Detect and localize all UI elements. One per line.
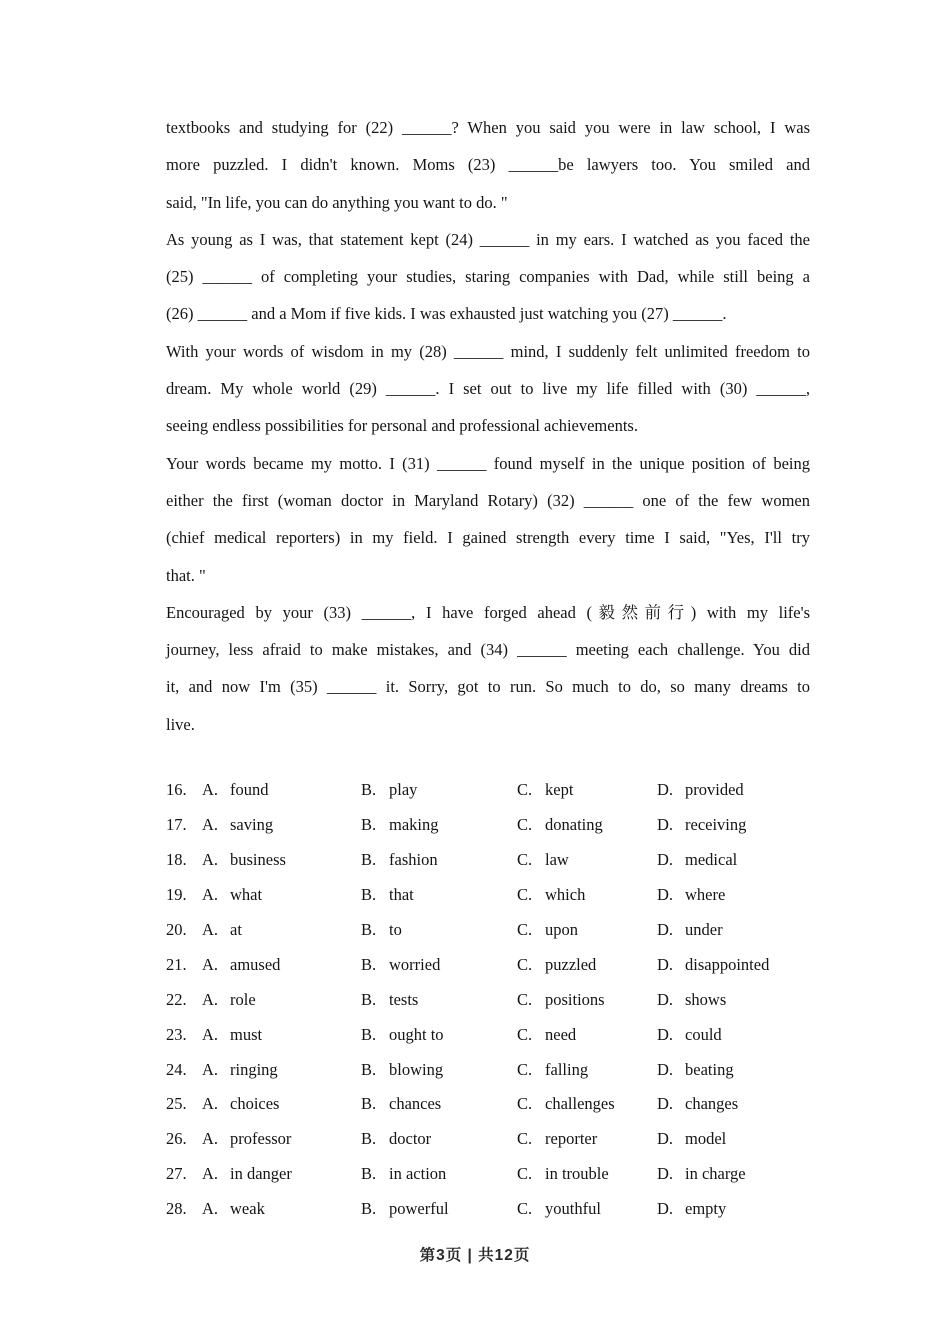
option-text: disappointed — [685, 954, 770, 974]
option-d — [657, 1094, 826, 1114]
option-a — [202, 885, 361, 905]
question-number: 23. — [166, 1024, 187, 1044]
option-text: under — [685, 920, 723, 939]
option-c — [517, 990, 657, 1010]
option-letter: C. — [517, 1199, 533, 1219]
option-letter: B. — [361, 954, 377, 974]
question-number: 27. — [166, 1164, 187, 1184]
option-letter: B. — [361, 850, 377, 870]
option-b — [361, 815, 517, 835]
page-footer — [0, 1243, 950, 1265]
option-a — [202, 1129, 361, 1149]
option-letter: D. — [657, 1024, 674, 1044]
option-d — [657, 850, 826, 870]
option-text: found — [230, 780, 269, 800]
passage-line: Encouraged by your (33) ______, I have forged ahead (毅然前行) with my life's — [166, 602, 810, 622]
option-letter: D. — [657, 1059, 674, 1079]
option-text: making — [389, 815, 439, 835]
option-text: need — [545, 1024, 577, 1044]
option-c — [517, 1129, 657, 1149]
option-text: what — [230, 885, 263, 905]
option-text: business — [230, 850, 286, 870]
option-letter: A. — [202, 920, 219, 939]
option-text: reporter — [545, 1129, 598, 1149]
option-letter: C. — [517, 1024, 533, 1044]
option-text: provided — [685, 780, 744, 800]
option-text: must — [230, 1024, 263, 1044]
option-text: at — [230, 920, 242, 939]
question-number: 28. — [166, 1199, 187, 1219]
option-a — [202, 1094, 361, 1114]
option-a — [202, 920, 361, 940]
passage-line: seeing endless possibilities for personal and professional achievements. — [166, 416, 638, 436]
option-letter: D. — [657, 850, 674, 870]
option-letter: B. — [361, 780, 377, 800]
option-letter: C. — [517, 885, 533, 905]
option-letter: A. — [202, 1059, 219, 1079]
option-text: youthful — [545, 1199, 601, 1219]
option-letter: D. — [657, 1129, 674, 1149]
option-letter: D. — [657, 815, 674, 835]
option-text: challenges — [545, 1094, 615, 1114]
question-number: 22. — [166, 989, 187, 1009]
option-c — [517, 1199, 657, 1219]
option-text: chances — [389, 1094, 442, 1114]
option-d — [657, 885, 826, 905]
option-letter: B. — [361, 885, 377, 905]
question-row — [166, 982, 826, 1017]
option-c — [517, 920, 657, 940]
option-a — [202, 955, 361, 975]
option-letter: C. — [517, 780, 533, 800]
question-number: 20. — [166, 920, 187, 939]
option-d — [657, 1164, 826, 1184]
passage-line: Your words became my motto. I (31) ______ found myself in the unique position of being — [166, 453, 810, 473]
option-d — [657, 920, 826, 940]
question-number: 25. — [166, 1094, 187, 1114]
option-text: tests — [389, 989, 419, 1009]
option-text: model — [685, 1129, 727, 1149]
option-b — [361, 920, 517, 940]
option-text: law — [545, 850, 569, 870]
option-letter: D. — [657, 1164, 674, 1184]
option-b — [361, 1164, 517, 1184]
option-letter: B. — [361, 1024, 377, 1044]
option-d — [657, 815, 826, 835]
option-letter: A. — [202, 1199, 219, 1219]
option-c — [517, 1094, 657, 1114]
option-text: kept — [545, 780, 574, 800]
option-letter: D. — [657, 989, 674, 1009]
option-text: in action — [389, 1164, 447, 1184]
option-d — [657, 990, 826, 1010]
passage-line: journey, less afraid to make mistakes, and (34) ______ meeting each challenge. You did — [166, 640, 810, 660]
option-c — [517, 850, 657, 870]
option-letter: C. — [517, 954, 533, 974]
option-c — [517, 955, 657, 975]
option-text: shows — [685, 989, 727, 1009]
option-a — [202, 990, 361, 1010]
question-number: 16. — [166, 780, 187, 800]
passage-line: textbooks and studying for (22) ______? When you said you were in law school, I was — [166, 118, 810, 137]
question-row — [166, 1087, 826, 1122]
option-letter: A. — [202, 1164, 219, 1184]
option-text: worried — [389, 954, 441, 974]
passage-line: dream. My whole world (29) ______. I set out to live my life filled with (30) ______, — [166, 379, 810, 399]
option-letter: A. — [202, 1094, 219, 1114]
option-text: amused — [230, 954, 281, 974]
option-d — [657, 955, 826, 975]
question-row — [166, 773, 826, 808]
question-number: 24. — [166, 1059, 187, 1079]
option-d — [657, 1129, 826, 1149]
option-letter: C. — [517, 989, 533, 1009]
option-text: ringing — [230, 1059, 278, 1079]
option-b — [361, 990, 517, 1010]
option-b — [361, 1199, 517, 1219]
option-letter: B. — [361, 1129, 377, 1149]
option-text: doctor — [389, 1129, 432, 1149]
option-letter: D. — [657, 1094, 674, 1114]
option-text: upon — [545, 920, 578, 939]
question-row — [166, 1017, 826, 1052]
option-letter: C. — [517, 1164, 533, 1184]
question-row — [166, 913, 826, 948]
option-a — [202, 1164, 361, 1184]
option-letter: D. — [657, 885, 674, 905]
option-d — [657, 1025, 826, 1045]
option-letter: C. — [517, 850, 533, 870]
passage-line: (25) ______ of completing your studies, staring companies with Dad, while still being a — [166, 267, 810, 287]
option-text: role — [230, 989, 256, 1009]
option-text: that — [389, 885, 414, 905]
option-b — [361, 1025, 517, 1045]
option-text: in danger — [230, 1164, 292, 1184]
option-a — [202, 1199, 361, 1219]
option-letter: B. — [361, 815, 377, 835]
passage-line: (26) ______ and a Mom if five kids. I was exhausted just watching you (27) ______. — [166, 304, 727, 324]
option-letter: A. — [202, 815, 219, 835]
passage-line: more puzzled. I didn't known. Moms (23) ______be lawyers too. You smiled and — [166, 155, 810, 175]
option-text: in charge — [685, 1164, 746, 1184]
option-letter: B. — [361, 920, 377, 939]
option-text: where — [685, 885, 726, 905]
question-number: 17. — [166, 815, 187, 835]
option-letter: A. — [202, 780, 219, 800]
option-letter: A. — [202, 954, 219, 974]
option-b — [361, 1094, 517, 1114]
passage-line: (chief medical reporters) in my field. I gained strength every time I said, "Yes, I'll try — [166, 528, 810, 548]
passage-line: said, "In life, you can do anything you want to do. " — [166, 192, 508, 212]
option-c — [517, 885, 657, 905]
option-text: receiving — [685, 815, 747, 835]
option-text: puzzled — [545, 954, 597, 974]
option-d — [657, 1199, 826, 1219]
question-row — [166, 843, 826, 878]
question-row — [166, 808, 826, 843]
option-letter: A. — [202, 885, 219, 905]
page-number-label: 第3页 | 共12页 — [419, 1247, 531, 1264]
question-row — [166, 1122, 826, 1157]
passage-line: either the first (woman doctor in Maryland Rotary) (32) ______ one of the few women — [166, 490, 810, 510]
option-text: changes — [685, 1094, 739, 1114]
option-b — [361, 885, 517, 905]
option-text: play — [389, 780, 418, 800]
options-list — [166, 773, 826, 1227]
option-letter: C. — [517, 920, 533, 939]
option-letter: C. — [517, 1059, 533, 1079]
option-a — [202, 780, 361, 800]
question-row — [166, 878, 826, 913]
option-letter: D. — [657, 780, 674, 800]
option-text: medical — [685, 850, 738, 870]
passage-line: live. — [166, 714, 195, 734]
option-text: empty — [685, 1199, 727, 1219]
option-d — [657, 780, 826, 800]
question-row — [166, 1052, 826, 1087]
question-row — [166, 1192, 826, 1227]
option-a — [202, 850, 361, 870]
option-b — [361, 1060, 517, 1080]
option-text: ought to — [389, 1024, 444, 1044]
option-text: powerful — [389, 1199, 449, 1219]
option-b — [361, 955, 517, 975]
option-letter: C. — [517, 815, 533, 835]
question-number: 19. — [166, 885, 187, 905]
option-letter: C. — [517, 1129, 533, 1149]
option-letter: A. — [202, 850, 219, 870]
option-letter: C. — [517, 1094, 533, 1114]
option-letter: A. — [202, 1129, 219, 1149]
option-letter: B. — [361, 1094, 377, 1114]
question-number: 21. — [166, 954, 187, 974]
option-d — [657, 1060, 826, 1080]
option-letter: A. — [202, 1024, 219, 1044]
option-letter: B. — [361, 1164, 377, 1184]
option-text: falling — [545, 1059, 589, 1079]
question-row — [166, 947, 826, 982]
option-letter: A. — [202, 989, 219, 1009]
option-b — [361, 1129, 517, 1149]
option-text: choices — [230, 1094, 280, 1114]
option-b — [361, 850, 517, 870]
cloze-passage — [166, 109, 810, 743]
option-text: to — [389, 920, 402, 939]
passage-line: it, and now I'm (35) ______ it. Sorry, got to run. So much to do, so many dreams to — [166, 677, 810, 697]
question-row — [166, 1157, 826, 1192]
question-number: 18. — [166, 850, 187, 870]
option-text: blowing — [389, 1059, 444, 1079]
option-text: donating — [545, 815, 603, 835]
passage-line: that. " — [166, 565, 206, 585]
option-text: which — [545, 885, 586, 905]
passage-line: As young as I was, that statement kept (24) ______ in my ears. I watched as you faced the — [166, 229, 810, 249]
option-c — [517, 1060, 657, 1080]
option-text: fashion — [389, 850, 438, 870]
option-text: professor — [230, 1129, 292, 1149]
option-a — [202, 1025, 361, 1045]
option-c — [517, 780, 657, 800]
option-letter: B. — [361, 1199, 377, 1219]
option-letter: B. — [361, 1059, 377, 1079]
option-text: weak — [230, 1199, 265, 1219]
option-a — [202, 1060, 361, 1080]
option-c — [517, 815, 657, 835]
option-letter: D. — [657, 1199, 674, 1219]
passage-line: With your words of wisdom in my (28) ______ mind, I suddenly felt unlimited freedom to — [166, 341, 810, 361]
option-letter: D. — [657, 954, 674, 974]
option-text: in trouble — [545, 1164, 609, 1184]
option-c — [517, 1164, 657, 1184]
option-text: could — [685, 1024, 722, 1044]
option-a — [202, 815, 361, 835]
option-text: positions — [545, 989, 605, 1009]
question-number: 26. — [166, 1129, 187, 1149]
option-letter: B. — [361, 989, 377, 1009]
option-b — [361, 780, 517, 800]
option-c — [517, 1025, 657, 1045]
option-text: saving — [230, 815, 274, 835]
option-letter: D. — [657, 920, 674, 939]
option-text: beating — [685, 1059, 734, 1079]
